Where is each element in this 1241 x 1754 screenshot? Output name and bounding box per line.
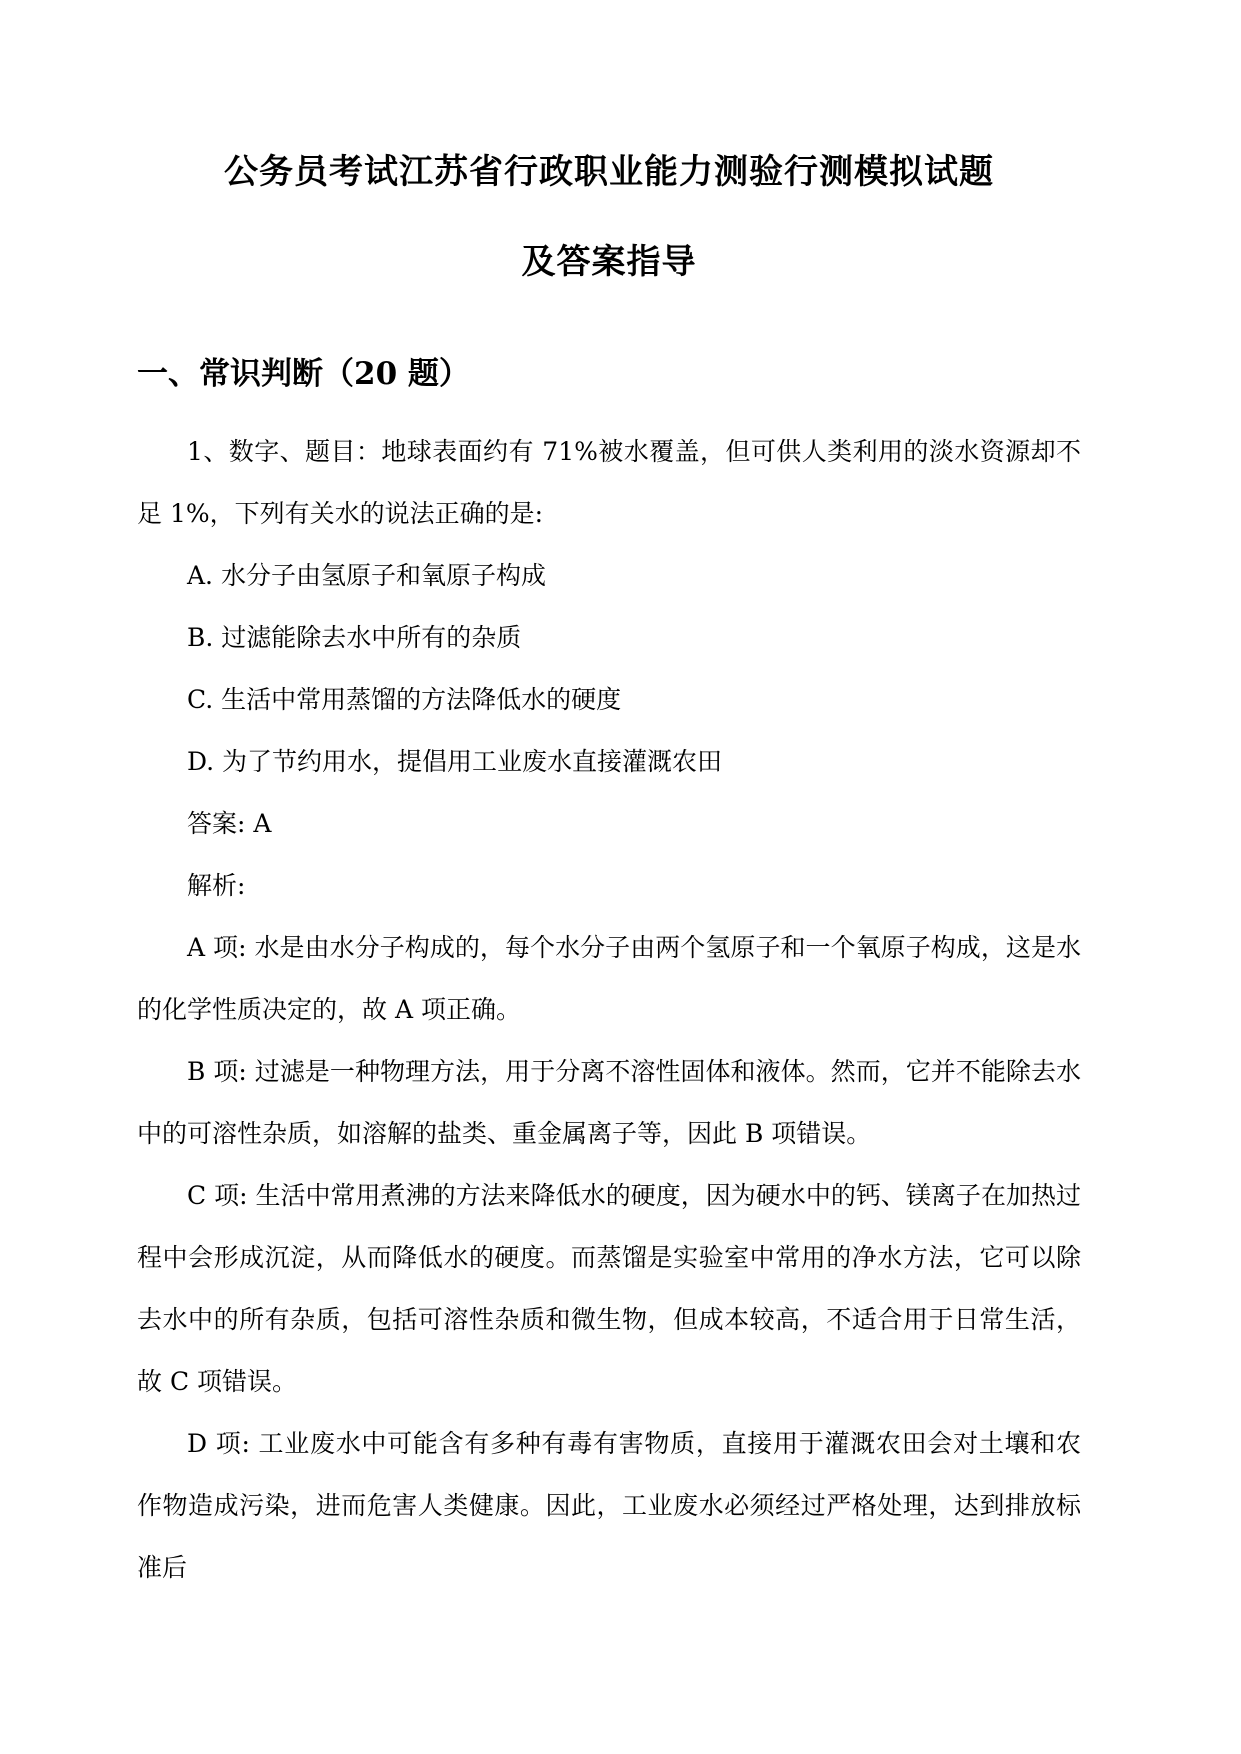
analysis-heading: 解析: <box>187 871 246 900</box>
analysis-paragraph-a: A 项: 水是由水分子构成的，每个水分子由两个氢原子和一个氧原子构成，这是水的化学性质决定的，故 A 项正确。 <box>137 933 1081 1024</box>
analysis-paragraph-d: D 项: 工业废水中可能含有多种有毒有害物质，直接用于灌溉农田会对土壤和农作物造成污染，进而危害人类健康。因此，工业废水必须经过严格处理，达到排放标准后 <box>137 1429 1081 1582</box>
question-option-a: A. 水分子由氢原子和氧原子构成 <box>187 561 546 590</box>
document-title-line2: 及答案指导 <box>521 242 697 282</box>
question-stem: 1、数字、题目：地球表面约有 71%被水覆盖，但可供人类利用的淡水资源却不足 1%，下列有关水的说法正确的是: <box>137 437 1081 528</box>
analysis-paragraph-c: C 项: 生活中常用煮沸的方法来降低水的硬度，因为硬水中的钙、镁离子在加热过程中会形成沉淀，从而降低水的硬度。而蒸馏是实验室中常用的净水方法，它可以除去水中的所有杂质，包括可溶性杂质和微生物，但成本较高，不适合用于日常生活，故 C 项错误。 <box>137 1181 1081 1396</box>
analysis-paragraph-b: B 项: 过滤是一种物理方法，用于分离不溶性固体和液体。然而，它并不能除去水中的可溶性杂质，如溶解的盐类、重金属离子等，因此 B 项错误。 <box>137 1057 1081 1148</box>
section-heading: 一、常识判断（20 题） <box>137 356 470 392</box>
question-option-d: D. 为了节约用水，提倡用工业废水直接灌溉农田 <box>187 747 723 776</box>
question-option-c: C. 生活中常用蒸馏的方法降低水的硬度 <box>187 685 622 714</box>
document-title-line1: 公务员考试江苏省行政职业能力测验行测模拟试题 <box>224 152 994 192</box>
question-block <box>137 421 1081 1599</box>
question-option-b: B. 过滤能除去水中所有的杂质 <box>187 623 522 652</box>
answer-line: 答案: A <box>187 809 272 838</box>
